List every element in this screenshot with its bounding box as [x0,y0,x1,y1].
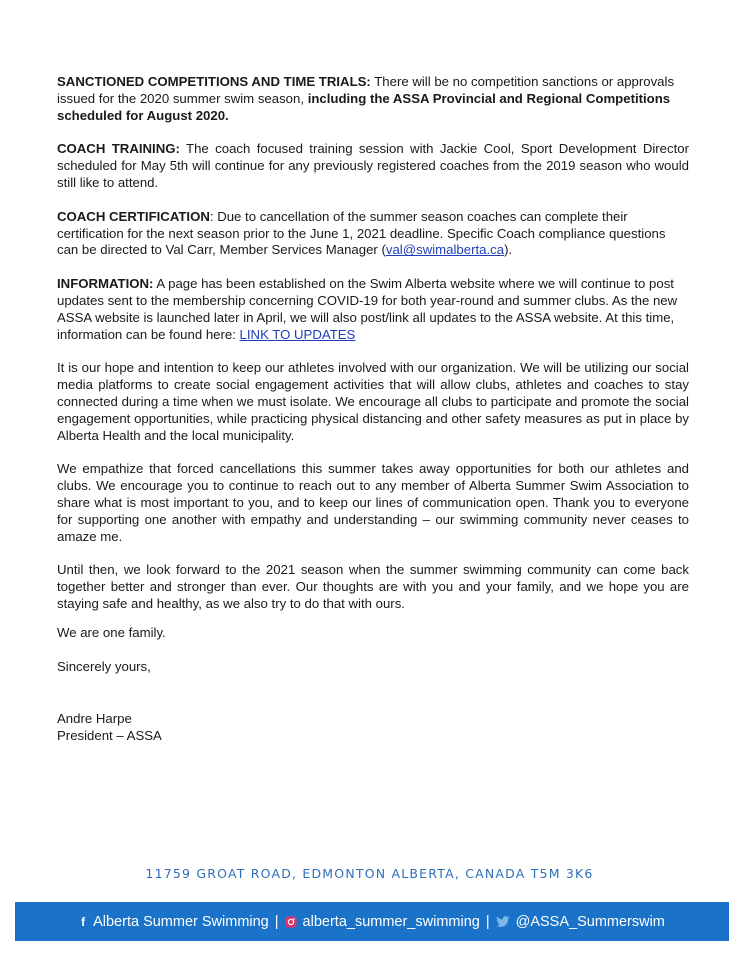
footer-address: 11759 GROAT ROAD, EDMONTON ALBERTA, CANADA T5M 3K6 [145,866,594,881]
information-heading: INFORMATION: [57,276,154,292]
coach-certification-heading: COACH CERTIFICATION [57,208,210,224]
separator: | [274,913,279,930]
instagram-handle[interactable]: alberta_summer_swimming [302,913,480,930]
until-paragraph: Until then, we look forward to the 2021 season when the summer swimming community can come back together better and stronger than ever. Our thoughts are with you and your family, and we hope you are staying safe and healthy, as we also try to do that with ours. [57,562,689,611]
coach-training-heading: COACH TRAINING: [57,141,180,157]
signer-title: President – ASSA [57,728,162,744]
instagram-icon[interactable] [285,916,297,928]
sanctioned-heading: SANCTIONED COMPETITIONS AND TIME TRIALS: [57,74,371,89]
sanctioned-text: There will be no competition sanctions or approvals issued for the 2020 summer swim season, [57,74,675,106]
sanctioned-bold-text: including the ASSA Provincial and Regional Competitions scheduled for August 2020. [57,90,671,123]
signer-name: Andre Harpe [57,711,132,727]
separator: | [485,913,490,930]
hope-paragraph: It is our hope and intention to keep our athletes involved with our organization. We will be utilizing our social media platforms to create social engagement activities that will allow clubs, athletes and coaches to stay connected during a time when we must isolate. We encourage all clubs to participate and promote the social engagement opportunities, while practicing physical distancing and other safety measures as put in place by Alberta Health and the local municipality. [57,360,689,443]
information-paragraph [57,276,689,343]
letter-body [57,74,689,745]
updates-link[interactable]: LINK TO UPDATES [239,326,356,342]
signature-block [57,711,689,745]
coach-certification-end: ). [504,242,513,258]
twitter-handle[interactable]: @ASSA_Summerswim [515,913,665,930]
family-line: We are one family. [57,624,166,640]
sanctioned-paragraph [57,74,689,124]
empathize-paragraph: We empathize that forced cancellations this summer takes away opportunities for both our athletes and clubs. We encourage you to continue to reach out to any member of Alberta Summer Swim Association to share what is most important to you, and to keep our lines of communication open. Thank you to everyone for supporting one another with empathy and understanding – our swimming community never ceases to amaze me. [57,461,689,544]
coach-training-text: The coach focused training session with Jackie Cool, Sport Development Director scheduled for May 5th will continue for any previously registered coaches from the 2019 season who would still like to attend. [57,141,689,190]
twitter-icon[interactable] [496,916,510,928]
coach-certification-text: : Due to cancellation of the summer season coaches can complete their certification for the next season prior to the June 1, 2021 deadline. Specific Coach compliance questions can be directed to Val Carr, Member Services Manager ( [57,208,666,258]
facebook-handle[interactable]: Alberta Summer Swimming [93,913,269,930]
coach-training-paragraph [57,141,689,191]
information-text: A page has been established on the Swim Alberta website where we will continue to post updates sent to the membership concerning COVID-19 for both year-round and summer clubs. As the new ASSA website is launched later in April, we will also post/link all updates to the ASSA website. At this time, information can be found here: [57,276,678,342]
coach-certification-paragraph [57,209,689,259]
facebook-icon[interactable]: f [81,914,86,929]
email-link[interactable]: val@swimalberta.ca [385,242,505,258]
social-footer-bar [15,902,729,941]
salutation: Sincerely yours, [57,658,151,674]
